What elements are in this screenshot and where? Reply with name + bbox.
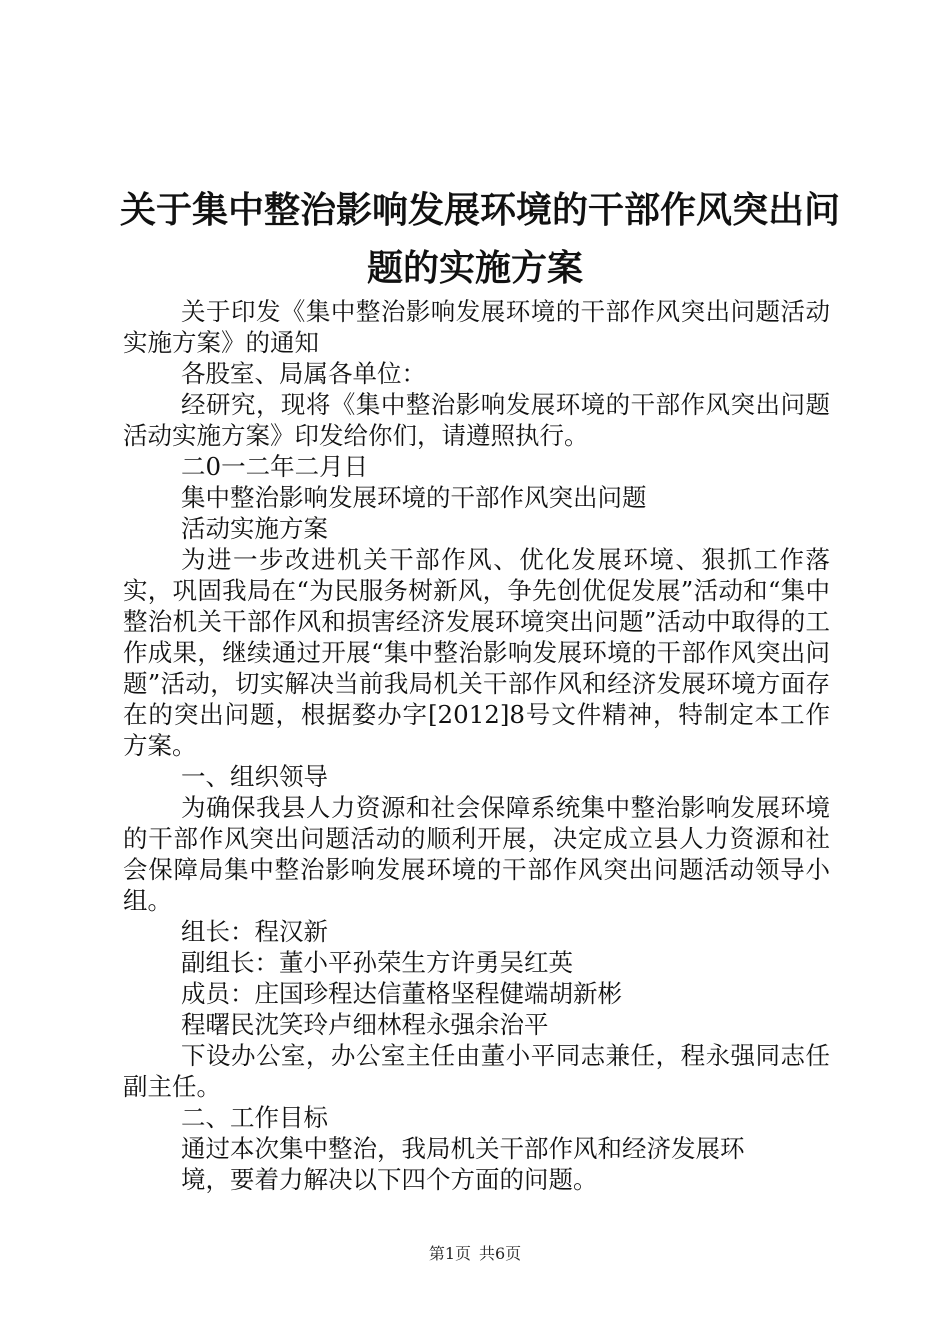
section-heading-2: 二、工作目标 xyxy=(181,1103,328,1132)
section-1-paragraph: 为确保我县人力资源和社会保障系统集中整治影响发展环境的干部作风突出问题活动的顺利开展，决定成立县人力资源和社会保障局集中整治影响发展环境的干部作风突出问题活动领导小组。 xyxy=(123,793,830,915)
members-line-1: 成员：庄国珍程达信董格坚程健端胡新彬 xyxy=(181,979,622,1008)
office-setup: 下设办公室，办公室主任由董小平同志兼任，程永强同志任副主任。 xyxy=(123,1041,830,1101)
page-footer xyxy=(0,1244,950,1264)
document-body xyxy=(123,296,830,1195)
section-2-line-2: 境，要着力解决以下四个方面的问题。 xyxy=(181,1165,598,1194)
plan-title-line-2: 活动实施方案 xyxy=(181,514,328,543)
document-title-line-2: 题的实施方案 xyxy=(366,248,583,289)
members-line-2: 程曙民沈笑玲卢细林程永强余治平 xyxy=(181,1010,549,1039)
page-total: 共6页 xyxy=(479,1244,522,1263)
section-2-line-1: 通过本次集中整治，我局机关干部作风和经济发展环 xyxy=(181,1134,745,1163)
group-leader: 组长：程汉新 xyxy=(181,917,328,946)
document-title-line-1: 关于集中整治影响发展环境的干部作风突出问 xyxy=(120,190,841,231)
section-heading-1: 一、组织领导 xyxy=(181,762,328,791)
notice-body: 经研究，现将《集中整治影响发展环境的干部作风突出问题活动实施方案》印发给你们，请遵照执行。 xyxy=(123,390,830,450)
notice-heading: 关于印发《集中整治影响发展环境的干部作风突出问题活动实施方案》的通知 xyxy=(123,297,830,357)
intro-paragraph: 为进一步改进机关干部作风、优化发展环境、狠抓工作落实，巩固我局在“为民服务树新风，争先创优促发展”活动和“集中整治机关干部作风和损害经济发展环境突出问题”活动中取得的工作成果，继续通过开展“集中整治影响发展环境的干部作风突出问题”活动，切实解决当前我局机关干部作风和经济发展环境方面存在的突出问题，根据婺办字[2012]8号文件精神，特制定本工作方案。 xyxy=(123,545,830,760)
notice-date: 二0一二年二月日 xyxy=(181,452,369,481)
deputy-leaders: 副组长：董小平孙荣生方许勇吴红英 xyxy=(181,948,573,977)
page-number: 第1页 xyxy=(428,1244,471,1263)
plan-title-line-1: 集中整治影响发展环境的干部作风突出问题 xyxy=(181,483,647,512)
addressee: 各股室、局属各单位： xyxy=(181,359,426,388)
